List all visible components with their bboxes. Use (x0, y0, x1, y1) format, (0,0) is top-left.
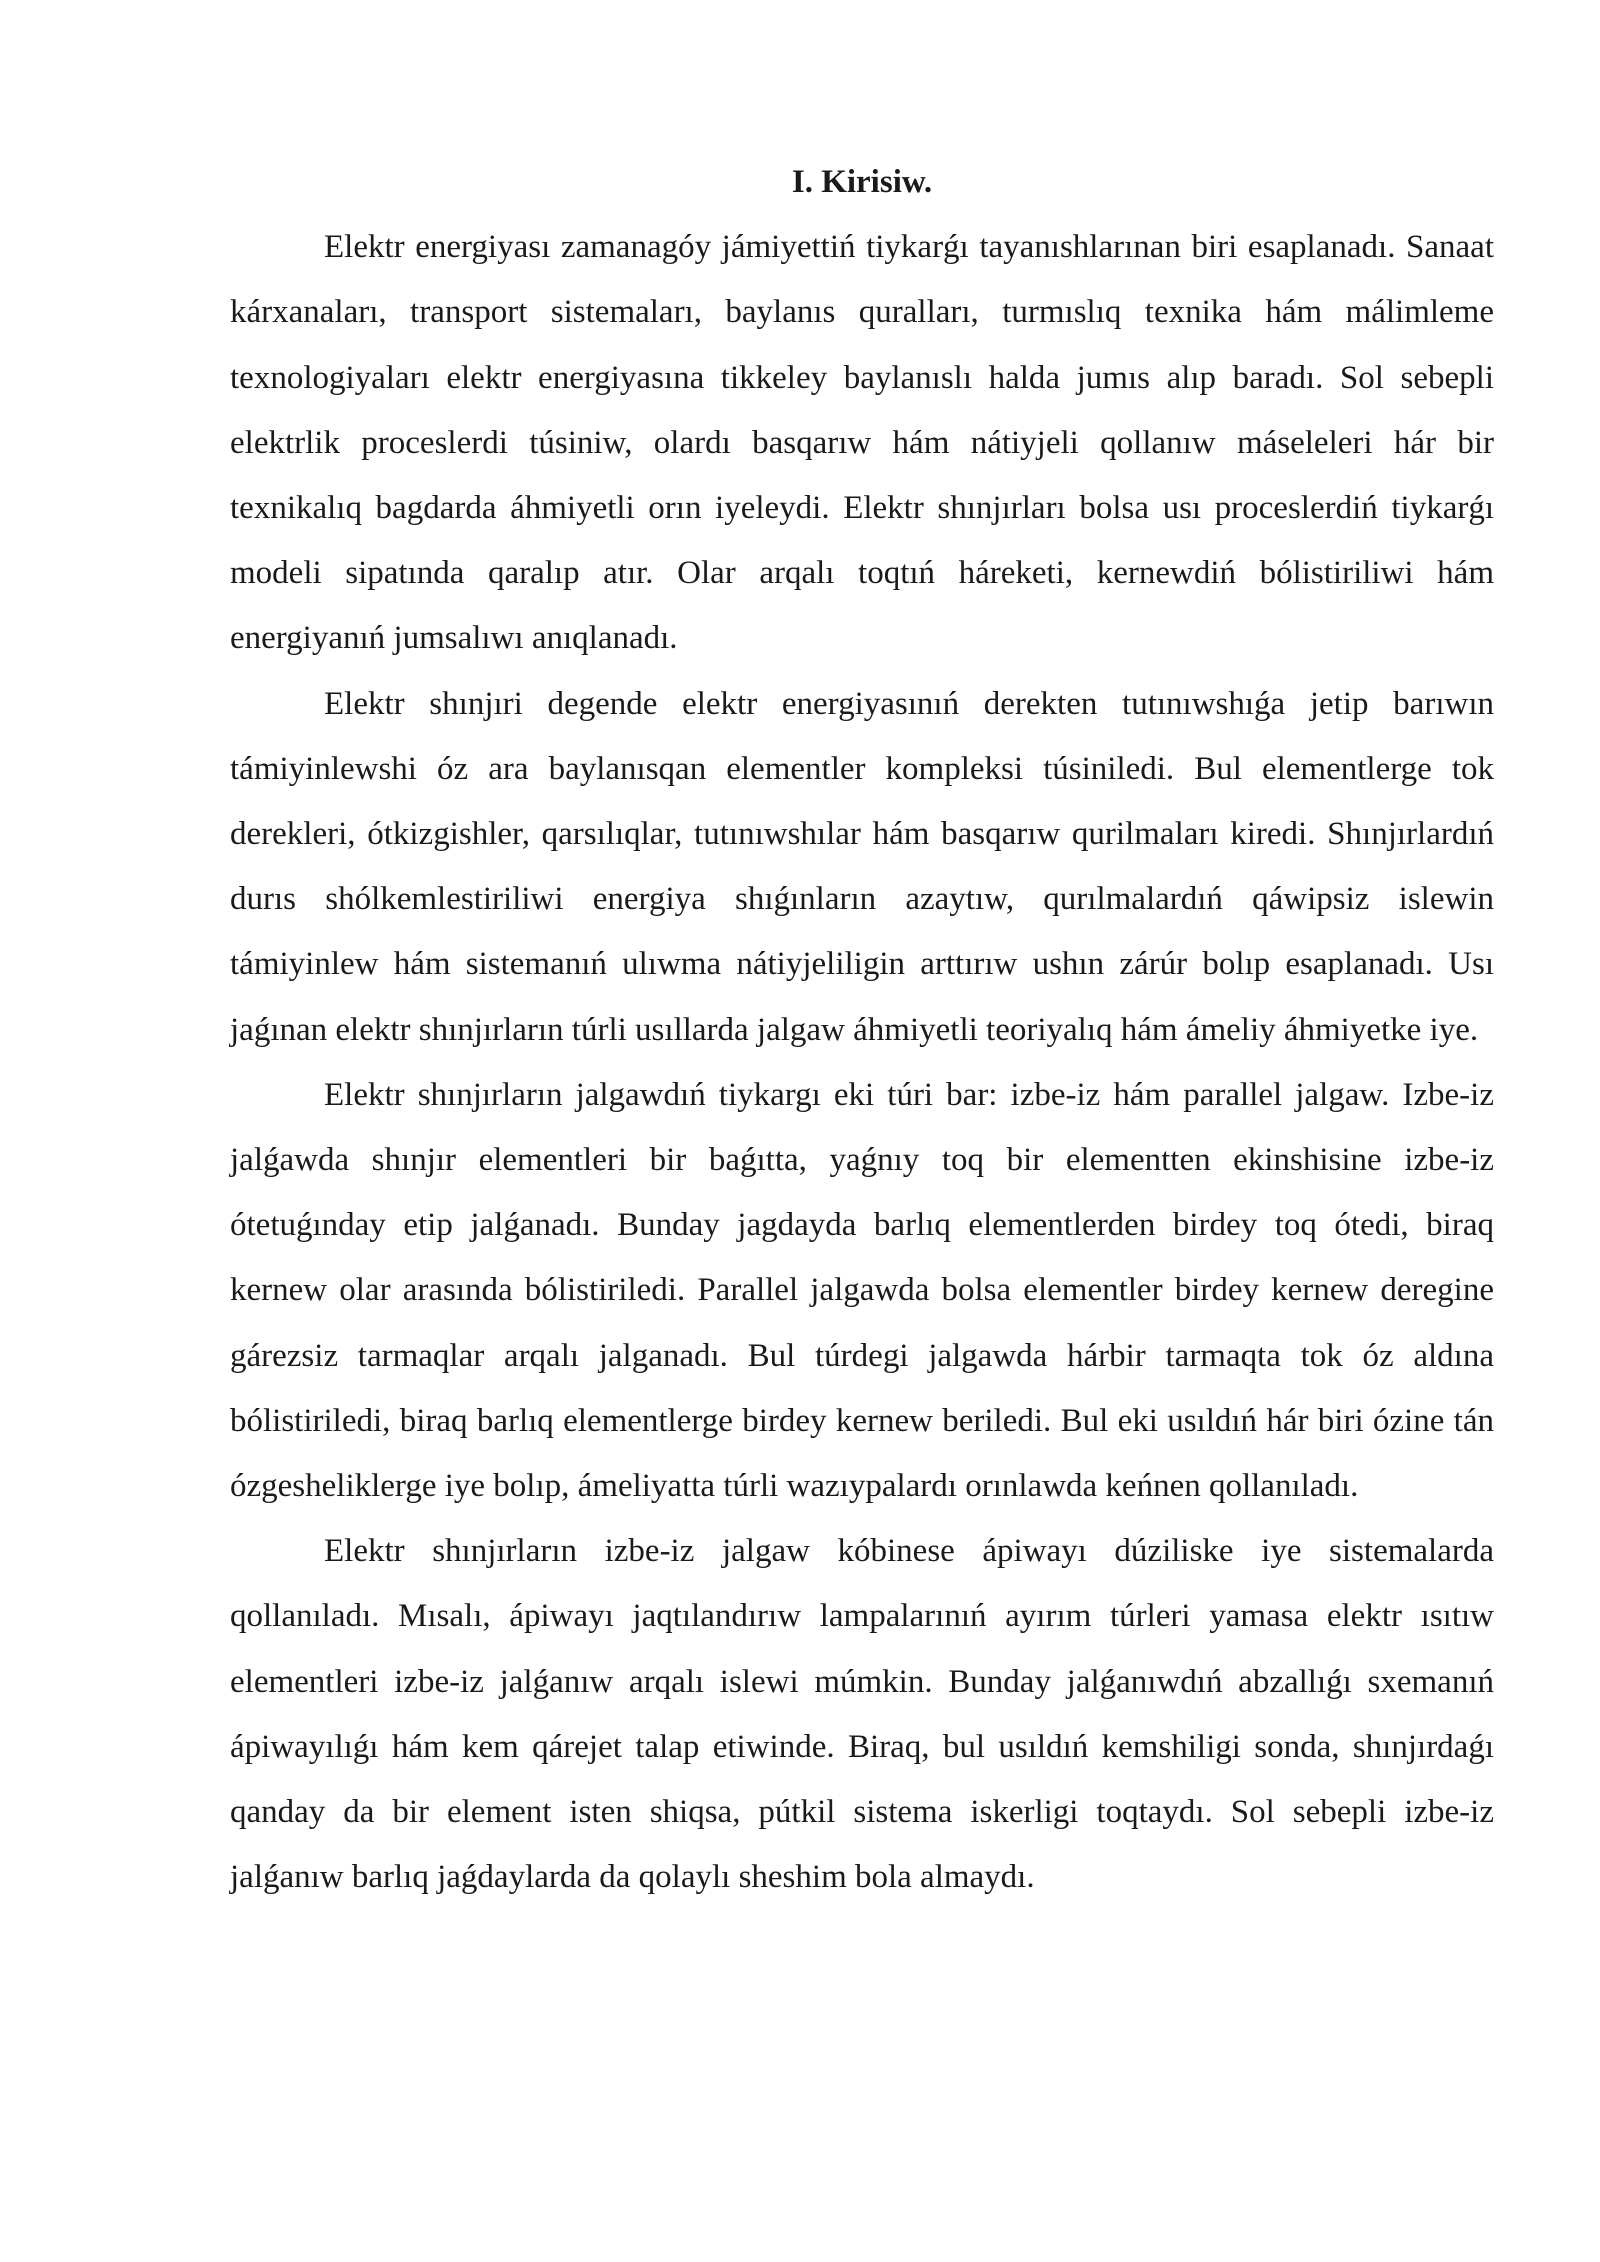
paragraph-1: Elektr energiyası zamanagóy jámiyettiń tiykarǵı tayanıshlarınan biri esaplanadı. Sanaat kárxanaları, transport sistemaları, baylanıs quralları, turmıslıq texnika hám málimleme texnologiyaları elektr energiyasına tikkeley baylanıslı halda jumıs alıp baradı. Sol sebepli elektrlik proceslerdi túsiniw, olardı basqarıw hám nátiyjeli qollanıw máseleleri hár bir texnikalıq bagdarda áhmiyetli orın iyeleydi. Elektr shınjırları bolsa usı proceslerdiń tiykarǵı modeli sipatında qaralıp atır. Olar arqalı toqtıń háreketi, kernewdiń bólistiriliwi hám energiyanıń jumsalıwı anıqlanadı. (230, 229, 1494, 657)
paragraph-4: Elektr shınjırların izbe-iz jalgaw kóbinese ápiwayı dúziliske iye sistemalarda qollanıladı. Mısalı, ápiwayı jaqtılandırıw lampalarınıń ayırım túrleri yamasa elektr ısıtıw elementleri izbe-iz jalǵanıw arqalı islewi múmkin. Bunday jalǵanıwdıń abzallıǵı sxemanıń ápiwayılıǵı hám kem qárejet talap etiwinde. Biraq, bul usıldıń kemshiligi sonda, shınjırdaǵı qanday da bir element isten shiqsa, pútkil sistema iskerligi toqtaydı. Sol sebepli izbe-iz jalǵanıw barlıq jaǵdaylarda da qolaylı sheshim bola almaydı. (230, 1533, 1494, 1896)
paragraph-3: Elektr shınjırların jalgawdıń tiykargı eki túri bar: izbe-iz hám parallel jalgaw. Izbe-iz jalǵawda shınjır elementleri bir baǵıtta, yaǵnıy toq bir elementten ekinshisine izbe-iz ótetuǵınday etip jalǵanadı. Bunday jagdayda barlıq elementlerden birdey toq ótedi, biraq kernew olar arasında bólistiriledi. Parallel jalgawda bolsa elementler birdey kernew deregine gárezsiz tarmaqlar arqalı jalganadı. Bul túrdegi jalgawda hárbir tarmaqta tok óz aldına bólistiriledi, biraq barlıq elementlerge birdey kernew beriledi. Bul eki usıldıń hár biri ózine tán ózgesheliklerge iye bolıp, ámeliyatta túrli wazıypalardı orınlawda keńnen qollanıladı. (230, 1076, 1494, 1505)
section-heading: I. Kirisiw. (791, 164, 933, 200)
document-page (230, 150, 1494, 1910)
paragraph-2: Elektr shınjıri degende elektr energiyasınıń derekten tutınıwshıǵa jetip barıwın támiyinlewshi óz ara baylanısqan elementler kompleksi túsiniledi. Bul elementlerge tok derekleri, ótkizgishler, qarsılıqlar, tutınıwshılar hám basqarıw qurilmaları kiredi. Shınjırlardıń durıs shólkemlestiriliwi energiya shıǵınların azaytıw, qurılmalardıń qáwipsiz islewin támiyinlew hám sistemanıń ulıwma nátiyjeliligin arttırıw ushın zárúr bolıp esaplanadı. Usı jaǵınan elektr shınjırların túrli usıllarda jalgaw áhmiyetli teoriyalıq hám ámeliy áhmiyetke iye. (230, 685, 1494, 1048)
